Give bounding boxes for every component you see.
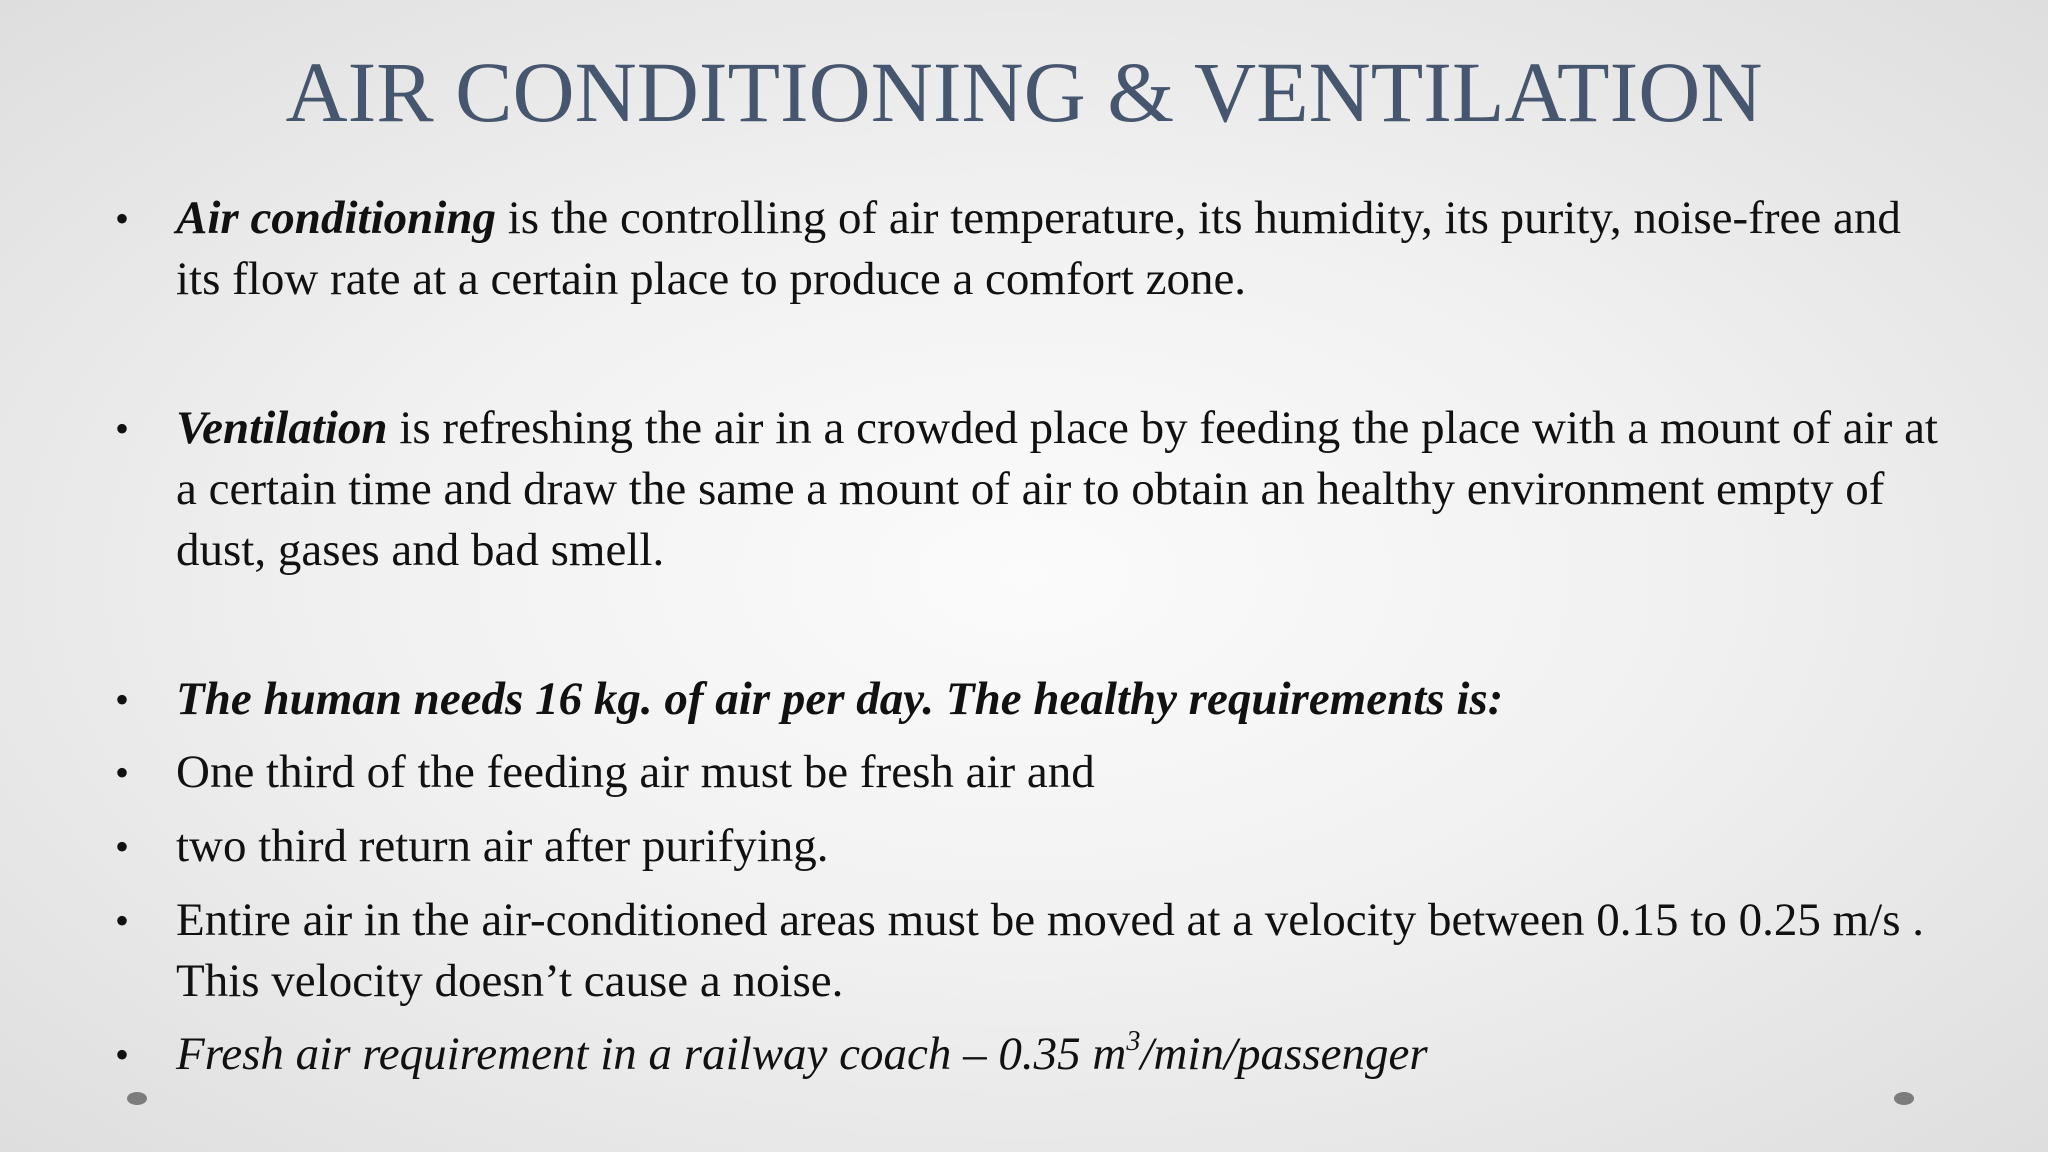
- term-ventilation: Ventilation: [176, 402, 388, 454]
- bullet-dot-icon: •: [115, 750, 130, 795]
- bullet-dot-icon: •: [115, 677, 130, 722]
- bullet-return-air: [115, 816, 1945, 877]
- term-air-conditioning: Air conditioning: [176, 192, 496, 244]
- bullet-dot-icon: •: [115, 196, 130, 241]
- bullet-text: [176, 398, 1945, 581]
- bullet-text: [176, 1024, 1945, 1085]
- railway-text-start: Fresh air requirement in a railway coach – 0.35 m: [176, 1028, 1127, 1080]
- bullet-railway-coach: [115, 1024, 1945, 1085]
- slide-title: AIR CONDITIONING & VENTILATION: [285, 44, 1763, 140]
- bullet-text: Entire air in the air-conditioned areas must be moved at a velocity between 0.15 to 0.25 m/s . This velocity doesn’t cause a noise.: [176, 894, 1924, 1007]
- bullet-ventilation: [115, 398, 1945, 581]
- railway-text-end: /min/passenger: [1140, 1028, 1428, 1080]
- bullet-air-conditioning: [115, 188, 1945, 310]
- bullet-dot-icon: •: [115, 406, 130, 451]
- cubed-superscript: 3: [1126, 1025, 1141, 1057]
- definition-ventilation: is refreshing the air in a crowded place by feeding the place with a mount of air at a certain time and draw the same a mount of air to obtain an healthy environment empty of dust, gases and bad smell.: [176, 402, 1938, 576]
- definition-air-conditioning: is the controlling of air temperature, its humidity, its purity, noise-free and its flow rate at a certain place to produce a comfort zone.: [176, 192, 1901, 305]
- bullet-text: two third return air after purifying.: [176, 820, 829, 872]
- left-resize-handle[interactable]: [127, 1092, 147, 1105]
- right-resize-handle[interactable]: [1894, 1092, 1914, 1105]
- bullet-text: One third of the feeding air must be fresh air and: [176, 746, 1095, 798]
- bullet-dot-icon: •: [115, 1032, 130, 1077]
- bullet-text: [176, 188, 1945, 310]
- bullet-text: The human needs 16 kg. of air per day. The healthy requirements is:: [176, 673, 1504, 725]
- bullet-human-needs: [115, 669, 1945, 730]
- bullet-dot-icon: •: [115, 898, 130, 943]
- bullet-fresh-air-third: [115, 742, 1945, 803]
- bullet-dot-icon: •: [115, 824, 130, 869]
- bullet-air-velocity: [115, 890, 1945, 1012]
